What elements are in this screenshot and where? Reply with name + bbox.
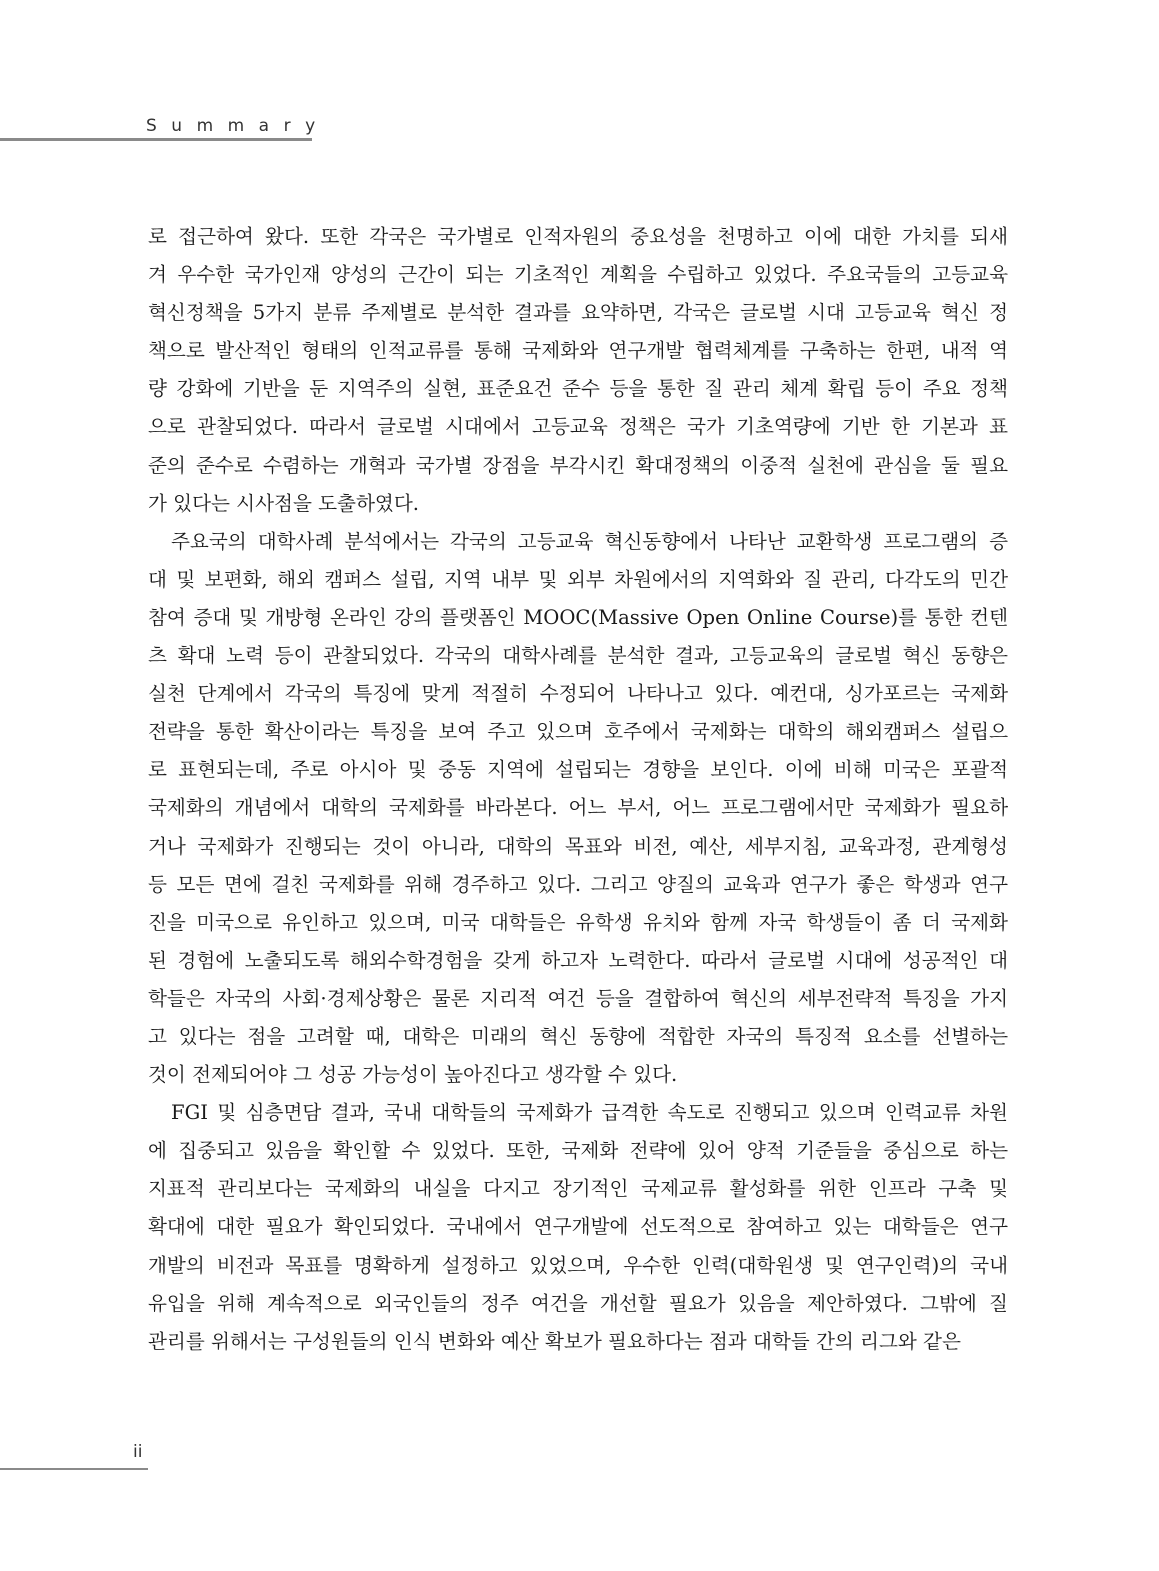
text-line: 국제화의 개념에서 대학의 국제화를 바라본다. 어느 부서, 어느 프로그램에서만 국제화가 필요하 [148, 796, 1008, 820]
text-line: 관리를 위해서는 구성원들의 인식 변화와 예산 확보가 필요하다는 점과 대학들 간의 리그와 같은 [148, 1329, 961, 1353]
text-line: 거나 국제화가 진행되는 것이 아니라, 대학의 목표와 비전, 예산, 세부지침, 교육과정, 관계형성 [148, 834, 1008, 858]
text-line: 등 모든 면에 걸친 국제화를 위해 경주하고 있다. 그리고 양질의 교육과 연구가 좋은 학생과 연구 [148, 872, 1008, 896]
text-line: 책으로 발산적인 형태의 인적교류를 통해 국제화와 연구개발 협력체계를 구축하는 한편, 내적 역 [148, 339, 1008, 363]
text-line: 진을 미국으로 유인하고 있으며, 미국 대학들은 유학생 유치와 함께 자국 학생들이 좀 더 국제화 [148, 910, 1008, 934]
paragraph [148, 523, 1008, 1094]
text-line: 준의 준수로 수렴하는 개혁과 국가별 장점을 부각시킨 확대정책의 이중적 실천에 관심을 둘 필요 [148, 453, 1008, 477]
text-line: 실천 단계에서 각국의 특징에 맞게 적절히 수정되어 나타나고 있다. 예컨대, 싱가포르는 국제화 [148, 682, 1008, 706]
text-line: 된 경험에 노출되도록 해외수학경험을 갖게 하고자 노력한다. 따라서 글로벌 시대에 성공적인 대 [148, 948, 1008, 972]
text-line: 학들은 자국의 사회·경제상황은 물론 지리적 여건 등을 결합하여 혁신의 세부전략적 특징을 가지 [148, 986, 1008, 1010]
text-line: 지표적 관리보다는 국제화의 내실을 다지고 장기적인 국제교류 활성화를 위한 인프라 구축 및 [148, 1177, 1008, 1201]
text-line: 로 표현되는데, 주로 아시아 및 중동 지역에 설립되는 경향을 보인다. 이에 비해 미국은 포괄적 [148, 758, 1008, 782]
paragraph [148, 1094, 1008, 1361]
text-line: 가 있다는 시사점을 도출하였다. [148, 491, 419, 515]
text-line: 것이 전제되어야 그 성공 가능성이 높아진다고 생각할 수 있다. [148, 1063, 678, 1087]
header-rule [0, 138, 312, 141]
text-line: 으로 관찰되었다. 따라서 글로벌 시대에서 고등교육 정책은 국가 기초역량에 기반 한 기본과 표 [148, 415, 1008, 439]
text-line: 대 및 보편화, 해외 캠퍼스 설립, 지역 내부 및 외부 차원에서의 지역화와 질 관리, 다각도의 민간 [148, 567, 1008, 591]
text-line: 겨 우수한 국가인재 양성의 근간이 되는 기초적인 계획을 수립하고 있었다. 주요국들의 고등교육 [148, 263, 1008, 287]
text-line: 참여 증대 및 개방형 온라인 강의 플랫폼인 MOOC(Massive Open Online Course)를 통한 컨텐 [148, 605, 1008, 629]
text-line: 유입을 위해 계속적으로 외국인들의 정주 여건을 개선할 필요가 있음을 제안하였다. 그밖에 질 [148, 1291, 1008, 1315]
text-line: 혁신정책을 5가지 분류 주제별로 분석한 결과를 요약하면, 각국은 글로벌 시대 고등교육 혁신 정 [148, 301, 1008, 325]
paragraph [148, 218, 1008, 523]
text-line: 츠 확대 노력 등이 관찰되었다. 각국의 대학사례를 분석한 결과, 고등교육의 글로벌 혁신 동향은 [148, 644, 1008, 668]
text-line: 에 집중되고 있음을 확인할 수 있었다. 또한, 국제화 전략에 있어 양적 기준들을 중심으로 하는 [148, 1139, 1008, 1163]
text-line: 주요국의 대학사례 분석에서는 각국의 고등교육 혁신동향에서 나타난 교환학생 프로그램의 증 [171, 529, 1008, 553]
text-line: 고 있다는 점을 고려할 때, 대학은 미래의 혁신 동향에 적합한 자국의 특징적 요소를 선별하는 [148, 1024, 1008, 1048]
text-line: FGI 및 심층면담 결과, 국내 대학들의 국제화가 급격한 속도로 진행되고 있으며 인력교류 차원 [171, 1101, 1008, 1125]
text-line: 로 접근하여 왔다. 또한 각국은 국가별로 인적자원의 중요성을 천명하고 이에 대한 가치를 되새 [148, 225, 1008, 248]
text-line: 량 강화에 기반을 둔 지역주의 실현, 표준요건 준수 등을 통한 질 관리 체계 확립 등이 주요 정책 [148, 377, 1008, 401]
text-line: 전략을 통한 확산이라는 특징을 보여 주고 있으며 호주에서 국제화는 대학의 해외캠퍼스 설립으 [148, 720, 1008, 744]
text-line: 개발의 비전과 목표를 명확하게 설정하고 있었으며, 우수한 인력(대학원생 및 연구인력)의 국내 [148, 1253, 1008, 1277]
body-text [148, 218, 1008, 1361]
text-line: 확대에 대한 필요가 확인되었다. 국내에서 연구개발에 선도적으로 참여하고 있는 대학들은 연구 [148, 1215, 1008, 1239]
running-header-title: Summary [146, 116, 330, 136]
footer-rule [0, 1468, 148, 1470]
page-number: ii [133, 1442, 143, 1462]
